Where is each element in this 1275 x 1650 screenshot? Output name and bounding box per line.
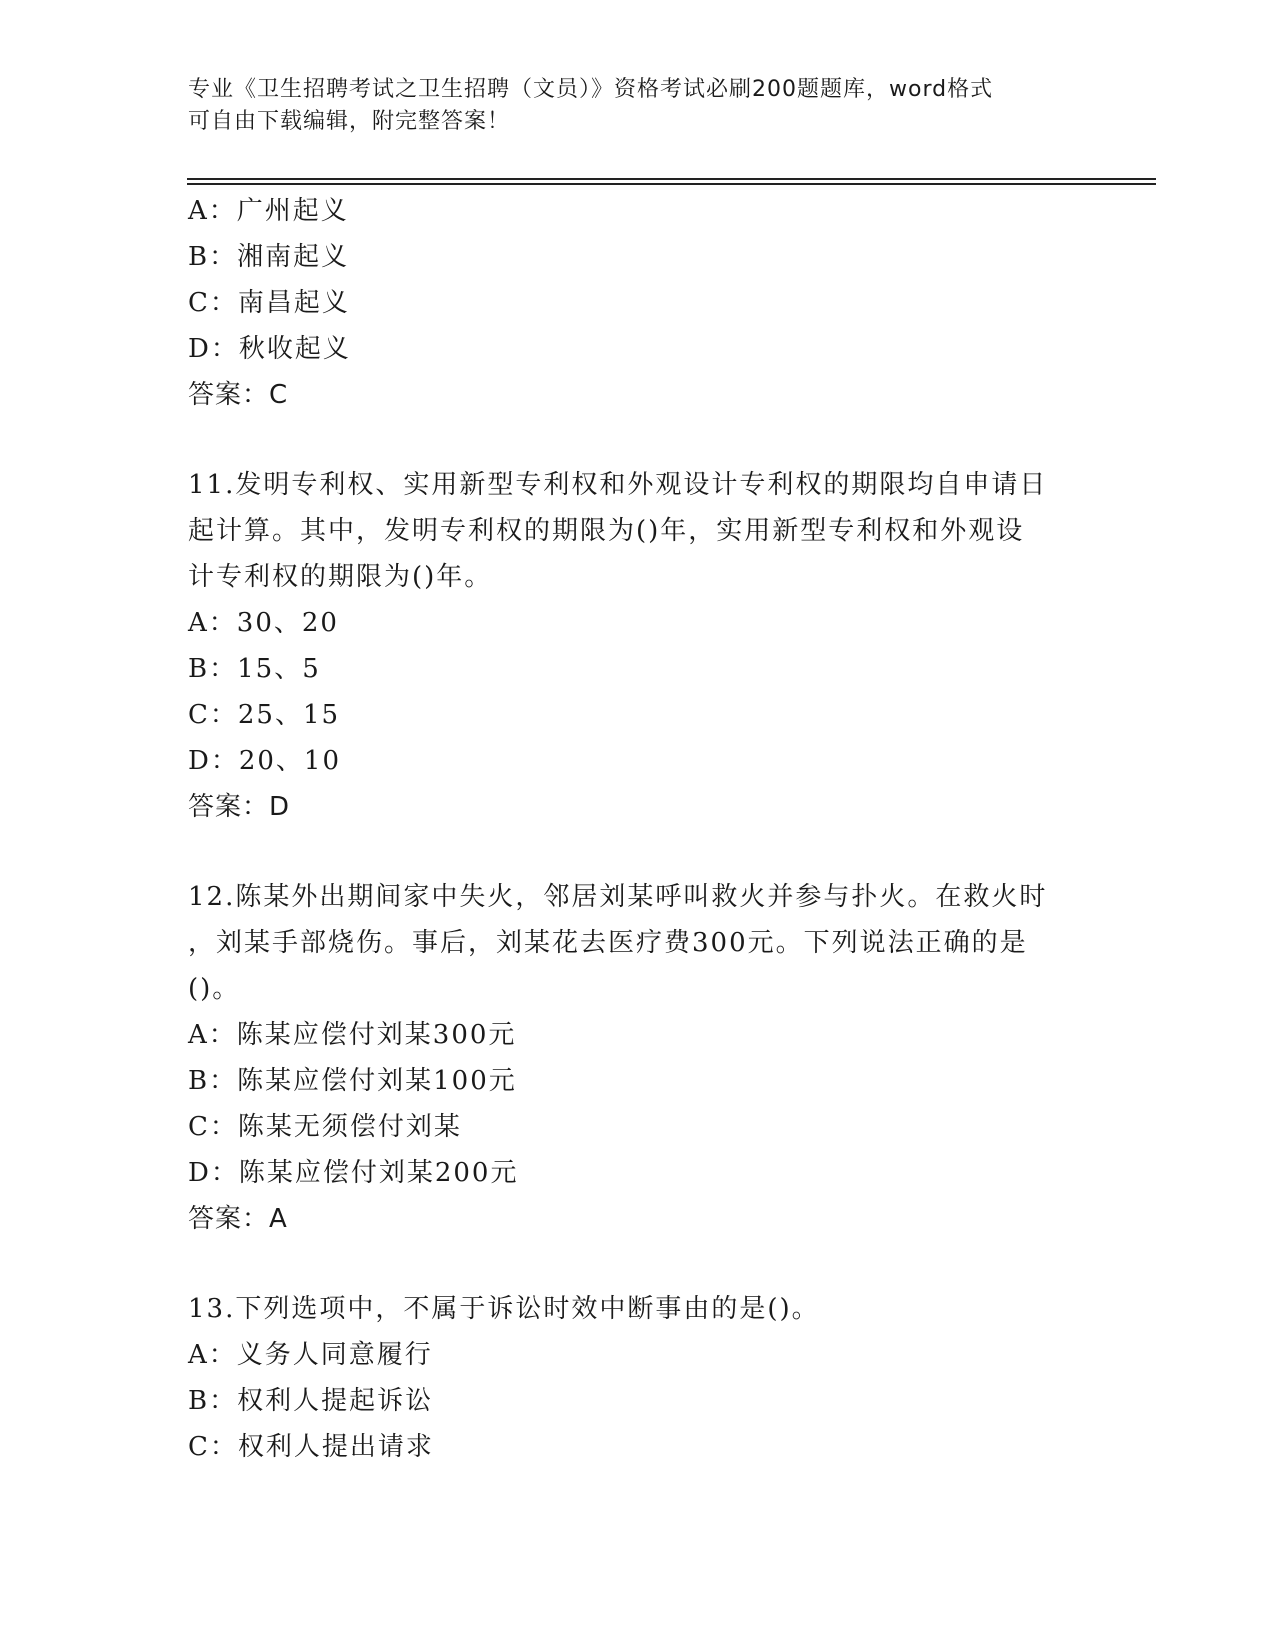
option-d: D：秋收起义: [188, 334, 351, 364]
option-c: C：权利人提出请求: [188, 1432, 434, 1462]
question-13: [188, 1286, 1088, 1470]
option-b: B：权利人提起诉讼: [188, 1386, 434, 1416]
option-a: A：义务人同意履行: [188, 1340, 433, 1370]
option-a: A：30、20: [188, 608, 339, 638]
question-stem-line: 13.下列选项中，不属于诉讼时效中断事由的是()。: [188, 1294, 820, 1324]
question-gap: [188, 1242, 1088, 1286]
answer-line: 答案：D: [188, 792, 291, 822]
option-d: D：20、10: [188, 746, 342, 776]
question-10-continued: [188, 188, 1088, 418]
header-divider-top: [187, 178, 1156, 180]
answer-line: 答案：C: [188, 380, 289, 410]
question-stem-line: ()。: [188, 974, 241, 1004]
option-c: C：南昌起义: [188, 288, 350, 318]
question-list: [188, 188, 1088, 1470]
question-stem-line: 11.发明专利权、实用新型专利权和外观设计专利权的期限均自申请日: [188, 470, 1048, 500]
question-stem-line: ，刘某手部烧伤。事后，刘某花去医疗费300元。下列说法正确的是: [188, 928, 1028, 958]
option-b: B：湘南起义: [188, 242, 350, 272]
option-a: A：陈某应偿付刘某300元: [188, 1020, 517, 1050]
header-divider-bottom: [187, 183, 1156, 185]
option-b: B：陈某应偿付刘某100元: [188, 1066, 517, 1096]
option-a: A：广州起义: [188, 196, 349, 226]
option-d: D：陈某应偿付刘某200元: [188, 1158, 519, 1188]
option-c: C：25、15: [188, 700, 341, 730]
header-line-2: 可自由下载编辑，附完整答案！: [188, 109, 511, 134]
question-12: [188, 874, 1088, 1242]
option-b: B：15、5: [188, 654, 321, 684]
option-c: C：陈某无须偿付刘某: [188, 1112, 462, 1142]
header-line-1: 专业《卫生招聘考试之卫生招聘（文员）》资格考试必刷200题题库，word格式: [188, 77, 994, 102]
question-stem-line: 起计算。其中，发明专利权的期限为()年，实用新型专利权和外观设: [188, 516, 1025, 546]
answer-line: 答案：A: [188, 1204, 288, 1234]
question-gap: [188, 830, 1088, 874]
question-stem-line: 12.陈某外出期间家中失火，邻居刘某呼叫救火并参与扑火。在救火时: [188, 882, 1048, 912]
question-gap: [188, 418, 1088, 462]
document-header: [188, 74, 1068, 138]
question-11: [188, 462, 1088, 830]
question-stem-line: 计专利权的期限为()年。: [188, 562, 493, 592]
